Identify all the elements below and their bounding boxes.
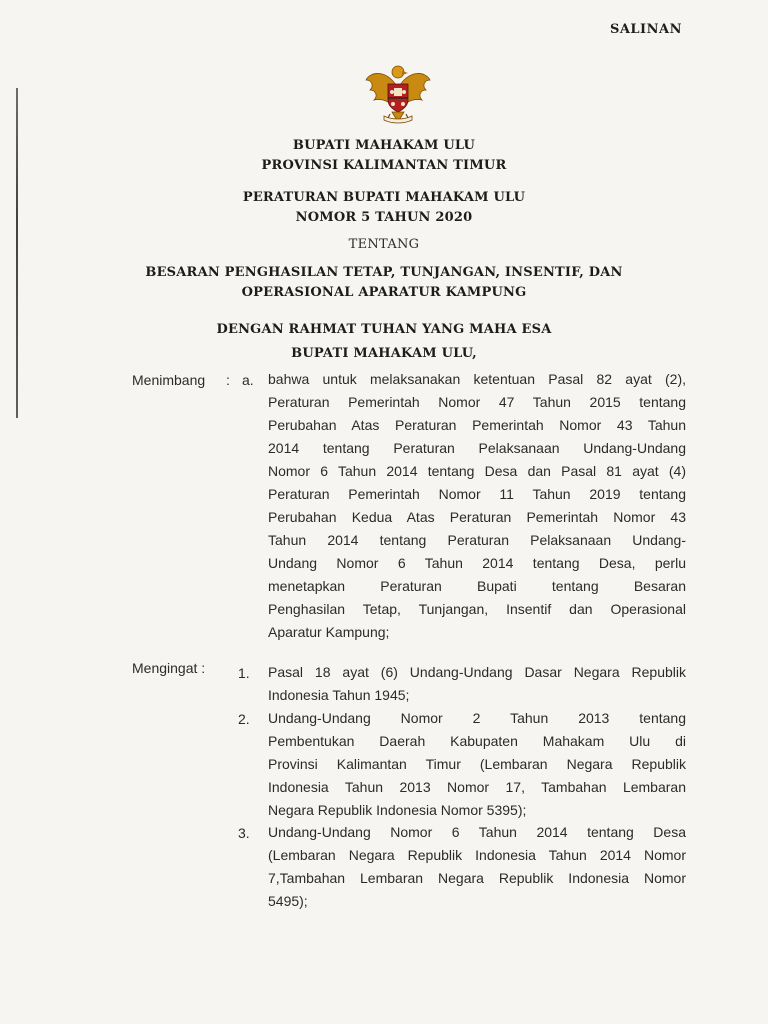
text-line: 2014 tentang Peraturan Pelaksanaan Undang-Undang: [268, 440, 686, 456]
mengingat-item-1: [268, 661, 686, 707]
text-line: Tahun 2014 tentang Peraturan Pelaksanaan Undang-: [268, 532, 686, 548]
mengingat-item-2: [268, 707, 686, 822]
tentang-label: TENTANG: [348, 237, 420, 252]
text-line: Negara Republik Indonesia Nomor 5395);: [268, 802, 527, 818]
subject-heading: [0, 263, 768, 303]
regulation-number: NOMOR 5 TAHUN 2020: [295, 210, 473, 225]
text-line: (Lembaran Negara Republik Indonesia Tahun 2014 Nomor: [268, 847, 686, 863]
mengingat-label: Mengingat :: [132, 660, 206, 676]
subject-line-2: OPERASIONAL APARATUR KAMPUNG: [241, 285, 527, 300]
text-line: bahwa untuk melaksanakan ketentuan Pasal 82 ayat (2),: [268, 371, 686, 387]
text-line: Pasal 18 ayat (6) Undang-Undang Dasar Negara Republik: [268, 664, 686, 680]
regulation-heading: [0, 188, 768, 228]
text-line: Perubahan Kedua Atas Peraturan Pemerintah Nomor 43: [268, 509, 686, 525]
text-line: Aparatur Kampung;: [268, 624, 390, 640]
menimbang-label: Menimbang: [132, 372, 206, 388]
mengingat-item-3: [268, 821, 686, 913]
text-line: Undang-Undang Nomor 2 Tahun 2013 tentang: [268, 710, 686, 726]
menimbang-marker: a.: [242, 372, 254, 388]
text-line: Peraturan Pemerintah Nomor 47 Tahun 2015 tentang: [268, 394, 686, 410]
garuda-emblem-icon: [362, 58, 434, 130]
text-line: Undang-Undang Nomor 6 Tahun 2014 tentang Desa: [268, 824, 686, 840]
text-line: 7,Tambahan Lembaran Negara Republik Indonesia Nomor: [268, 870, 686, 886]
preamble-heading: [0, 318, 768, 366]
mengingat-marker-3: 3.: [238, 825, 250, 841]
mengingat-marker-2: 2.: [238, 711, 250, 727]
text-line: Pembentukan Daerah Kabupaten Mahakam Ulu di: [268, 733, 686, 749]
text-line: Penghasilan Tetap, Tunjangan, Insentif dan Operasional: [268, 601, 686, 617]
issuer-heading: [0, 136, 768, 176]
menimbang-colon: :: [226, 372, 230, 388]
subject-line-1: BESARAN PENGHASILAN TETAP, TUNJANGAN, INSENTIF, DAN: [145, 265, 623, 280]
menimbang-paragraph: [268, 368, 686, 644]
text-line: Undang Nomor 6 Tahun 2014 tentang Desa, perlu: [268, 555, 686, 571]
text-line: Indonesia Tahun 2013 Nomor 17, Tambahan Lembaran: [268, 779, 686, 795]
text-line: Indonesia Tahun 1945;: [268, 687, 410, 703]
preamble-line-2: BUPATI MAHAKAM ULU,: [291, 346, 477, 361]
text-line: Perubahan Atas Peraturan Pemerintah Nomor 43 Tahun: [268, 417, 686, 433]
text-line: Peraturan Pemerintah Nomor 11 Tahun 2019 tentang: [268, 486, 686, 502]
salinan-stamp: SALINAN: [609, 22, 682, 37]
issuer-title: BUPATI MAHAKAM ULU: [292, 138, 476, 153]
mengingat-marker-1: 1.: [238, 665, 250, 681]
text-line: menetapkan Peraturan Bupati tentang Besaran: [268, 578, 686, 594]
text-line: Nomor 6 Tahun 2014 tentang Desa dan Pasal 81 ayat (4): [268, 463, 686, 479]
text-line: Provinsi Kalimantan Timur (Lembaran Negara Republik: [268, 756, 686, 772]
preamble-line-1: DENGAN RAHMAT TUHAN YANG MAHA ESA: [216, 322, 552, 337]
regulation-title: PERATURAN BUPATI MAHAKAM ULU: [242, 190, 526, 205]
text-line: 5495);: [268, 893, 308, 909]
issuer-province: PROVINSI KALIMANTAN TIMUR: [261, 158, 507, 173]
